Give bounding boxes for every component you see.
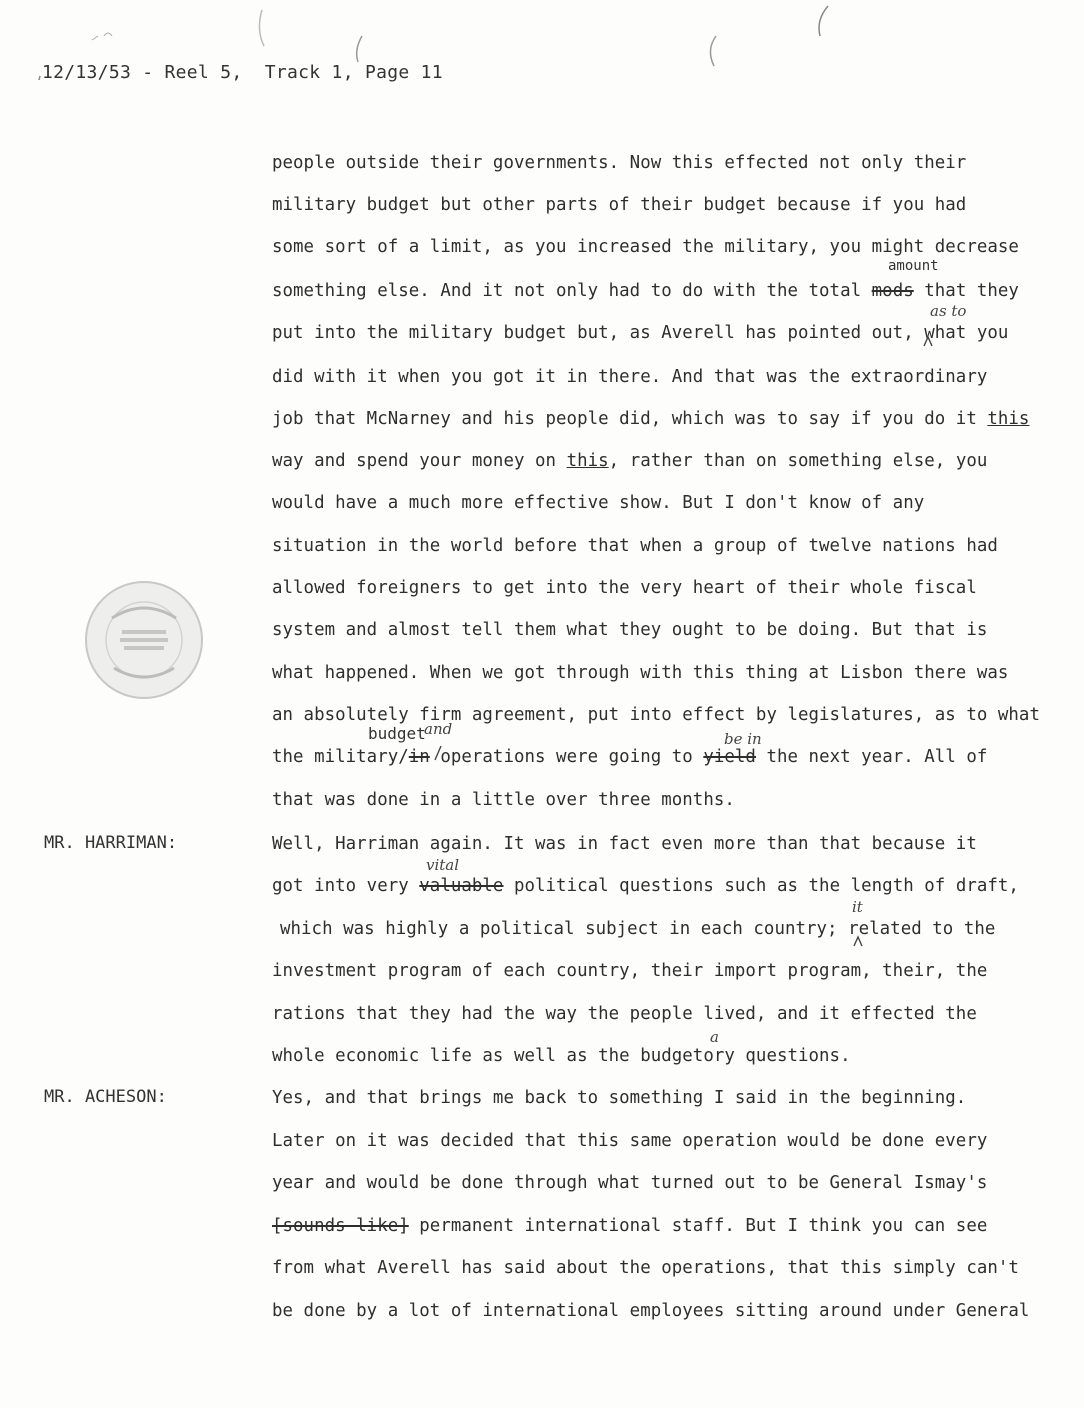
handwritten-insertion: be in bbox=[724, 730, 762, 748]
transcript-line bbox=[272, 875, 1019, 897]
transcript-line bbox=[272, 408, 1029, 430]
underlined-word: this bbox=[566, 451, 609, 471]
transcript-line: did with it when you got it in there. And that was the extraordinary bbox=[272, 367, 988, 387]
text-segment: the next year. All of bbox=[755, 747, 988, 767]
handwritten-insertion: vital bbox=[426, 856, 460, 874]
transcript-line: investment program of each country, their import program, their, the bbox=[272, 961, 988, 981]
transcript-line: Yes, and that brings me back to something I said in the beginning. bbox=[272, 1088, 967, 1108]
transcript-line: be done by a lot of international employees sitting around under General bbox=[272, 1301, 1030, 1321]
transcript-line: whole economic life as well as the budgetory questions. bbox=[272, 1046, 851, 1066]
transcript-line bbox=[272, 322, 1008, 344]
transcript-line bbox=[272, 1215, 987, 1237]
handwritten-insertion: it bbox=[852, 898, 863, 916]
transcript-line: that was done in a little over three months. bbox=[272, 790, 735, 810]
speaker-label-harriman: MR. HARRIMAN: bbox=[44, 833, 178, 853]
handwritten-insertion: as to bbox=[930, 302, 967, 320]
transcript-line bbox=[272, 280, 1019, 302]
text-segment: that they bbox=[913, 281, 1019, 301]
transcript-line bbox=[272, 450, 987, 472]
struck-word: mods bbox=[871, 281, 914, 301]
transcript-line bbox=[272, 746, 987, 768]
text-segment: operations were going to bbox=[429, 747, 704, 767]
archive-stamp-seal bbox=[82, 578, 206, 702]
struck-word: [sounds like] bbox=[272, 1216, 409, 1236]
transcript-line: year and would be done through what turned out to be General Ismay's bbox=[272, 1173, 988, 1193]
text-segment: the military/ bbox=[272, 747, 409, 767]
transcript-line: situation in the world before that when a group of twelve nations had bbox=[272, 536, 998, 556]
transcript-line: an absolutely firm agreement, put into effect by legislatures, as to what bbox=[272, 705, 1040, 725]
struck-word: in bbox=[408, 747, 430, 767]
underlined-word: this bbox=[987, 409, 1030, 429]
transcript-line: what happened. When we got through with this thing at Lisbon there was bbox=[272, 663, 1009, 683]
transcript-line: Later on it was decided that this same operation would be done every bbox=[272, 1131, 988, 1151]
transcript-line: allowed foreigners to get into the very heart of their whole fiscal bbox=[272, 578, 977, 598]
text-segment: put into the military budget but, as Averell has pointed out, bbox=[272, 323, 925, 343]
text-segment: which was highly a political subject in each country; bbox=[280, 919, 849, 939]
speaker-label-acheson: MR. ACHESON: bbox=[44, 1087, 167, 1107]
handwritten-insertion: a bbox=[710, 1028, 719, 1046]
text-segment: way and spend your money on bbox=[272, 451, 567, 471]
page-header: 12/13/53 - Reel 5, Track 1, Page 11 bbox=[42, 62, 443, 83]
transcript-line: Well, Harriman again. It was in fact even more than that because it bbox=[272, 834, 977, 854]
transcript-line: from what Averell has said about the operations, that this simply can't bbox=[272, 1258, 1019, 1278]
transcript-line: would have a much more effective show. But I don't know of any bbox=[272, 493, 925, 513]
text-segment: political questions such as the length of draft, bbox=[503, 876, 1019, 896]
inserted-word: amount bbox=[888, 258, 939, 274]
text-segment: permanent international staff. But I think you can see bbox=[408, 1216, 988, 1236]
struck-word: yield bbox=[703, 747, 756, 767]
transcript-line: system and almost tell them what they ought to be doing. But that is bbox=[272, 620, 988, 640]
inserted-word: budget bbox=[368, 724, 426, 743]
transcript-line: rations that they had the way the people lived, and it effected the bbox=[272, 1004, 977, 1024]
text-segment: related to the bbox=[848, 919, 996, 939]
transcript-line: military budget but other parts of their budget because if you had bbox=[272, 195, 967, 215]
transcript-line bbox=[280, 918, 995, 940]
text-segment: what you bbox=[924, 323, 1009, 343]
struck-word: valuable bbox=[419, 876, 504, 896]
text-segment: got into very bbox=[272, 876, 420, 896]
transcript-line: some sort of a limit, as you increased the military, you might decrease bbox=[272, 237, 1019, 257]
transcript-line: people outside their governments. Now this effected not only their bbox=[272, 153, 967, 173]
text-segment: something else. And it not only had to do with the total bbox=[272, 281, 872, 301]
handwritten-insertion: and bbox=[424, 720, 453, 738]
text-segment: , rather than on something else, you bbox=[608, 451, 988, 471]
text-segment: job that McNarney and his people did, which was to say if you do it bbox=[272, 409, 988, 429]
